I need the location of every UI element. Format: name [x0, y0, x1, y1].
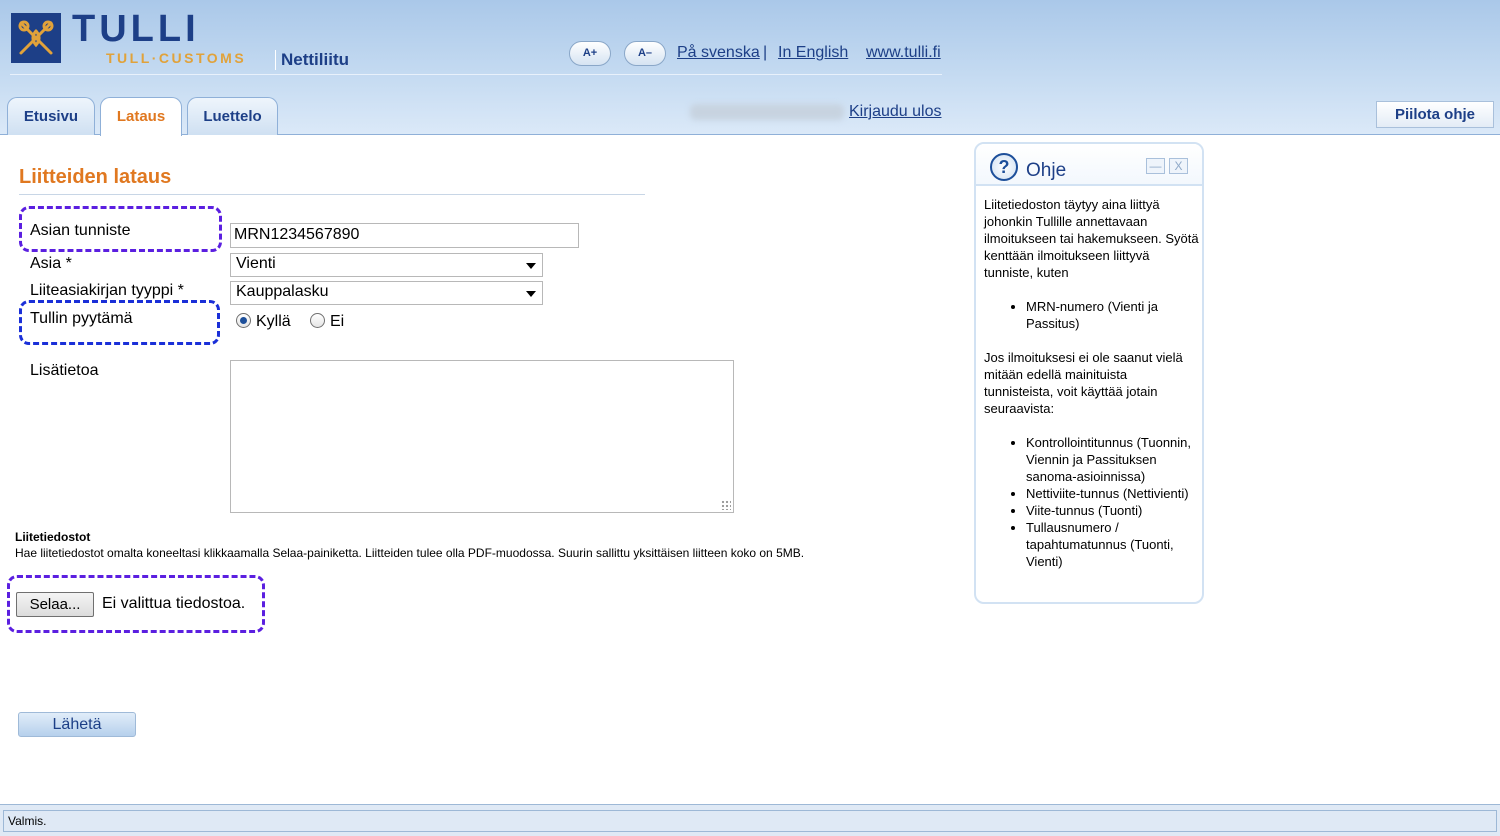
link-separator: | [763, 44, 768, 61]
subject-select-value: Vienti [236, 255, 276, 272]
doc-type-select-value: Kauppalasku [236, 283, 329, 300]
doc-type-label: Liiteasiakirjan tyyppi * [30, 282, 184, 299]
page-title: Liitteiden lataus [19, 166, 172, 188]
status-text: Valmis. [3, 810, 1497, 832]
extra-info-label: Lisätietoa [30, 362, 99, 379]
swedish-language-link[interactable]: På svenska [677, 44, 760, 61]
status-bar [0, 804, 1500, 836]
send-button[interactable]: Lähetä [18, 712, 136, 737]
case-id-label: Asian tunniste [30, 222, 131, 239]
tab-etusivu[interactable]: Etusivu [7, 97, 95, 135]
close-icon[interactable]: X [1169, 158, 1188, 174]
logo-title: TULLI [72, 8, 200, 50]
english-language-link[interactable]: In English [778, 44, 849, 61]
help-header [976, 144, 1202, 186]
no-file-text: Ei valittua tiedostoa. [102, 595, 246, 612]
doc-type-select[interactable] [230, 281, 543, 305]
font-decrease-button[interactable]: A– [624, 41, 666, 66]
browse-button[interactable]: Selaa... [16, 592, 94, 617]
attachments-description: Hae liitetiedostot omalta koneeltasi klikkaamalla Selaa-painiketta. Liitteiden tulee olla PDF-muodossa. Suurin sallittu yksittäisen liitteen koko on 5MB. [15, 546, 805, 560]
help-title: Ohje [1026, 160, 1067, 181]
list-item: • Nettiviite-tunnus (Nettivienti) [1026, 485, 1200, 502]
requested-no-radio[interactable] [310, 313, 325, 328]
logo-subtitle: TULL·CUSTOMS [106, 50, 247, 66]
title-divider [19, 194, 645, 195]
tab-luettelo[interactable]: Luettelo [187, 97, 278, 135]
help-panel [974, 142, 1204, 604]
help-list-1 [1026, 298, 1200, 332]
header [0, 0, 1500, 135]
list-item: • Kontrollointitunnus (Tuonnin, Viennin ja Passituksen sanoma-asioinnissa) [1026, 434, 1200, 485]
hide-help-button[interactable]: Piilota ohje [1376, 101, 1494, 128]
list-item: • MRN-numero (Vienti ja Passitus) [1026, 298, 1200, 332]
help-list-2 [1026, 434, 1200, 570]
help-body [984, 196, 1200, 587]
resize-grip-icon[interactable] [721, 500, 731, 510]
chevron-down-icon [526, 263, 536, 269]
app-name: Nettiliitu [275, 50, 349, 70]
header-divider [10, 74, 942, 75]
extra-info-textarea[interactable] [230, 360, 734, 513]
tulli-site-link[interactable]: www.tulli.fi [866, 44, 941, 61]
requested-yes-label: Kyllä [256, 313, 291, 330]
requested-no-label: Ei [330, 313, 345, 330]
font-increase-button[interactable]: A+ [569, 41, 611, 66]
requested-label: Tullin pyytämä [30, 310, 133, 327]
subject-select[interactable] [230, 253, 543, 277]
chevron-down-icon [526, 291, 536, 297]
list-item: • Viite-tunnus (Tuonti) [1026, 502, 1200, 519]
user-name-blurred [690, 104, 844, 120]
subject-label: Asia * [30, 255, 72, 272]
help-middle: Jos ilmoituksesi ei ole saanut vielä mitään edellä mainituista tunnisteista, voit käyttää jotain seuraavista: [984, 350, 1183, 416]
case-id-input[interactable]: MRN1234567890 [230, 223, 579, 248]
tab-lataus[interactable]: Lataus [100, 97, 182, 136]
requested-yes-radio[interactable] [236, 313, 251, 328]
customs-crest-icon [11, 13, 61, 63]
help-intro: Liitetiedoston täytyy aina liittyä johonkin Tullille annettavaan ilmoitukseen tai hakemukseen. Syötä kenttään ilmoitukseen liittyvä tunniste, kuten [984, 197, 1199, 280]
question-icon: ? [990, 153, 1018, 181]
logout-link[interactable]: Kirjaudu ulos [849, 103, 942, 120]
minimize-icon[interactable]: — [1146, 158, 1165, 174]
list-item: • Tullausnumero / tapahtumatunnus (Tuonti, Vienti) [1026, 519, 1200, 570]
attachments-title: Liitetiedostot [15, 530, 91, 544]
